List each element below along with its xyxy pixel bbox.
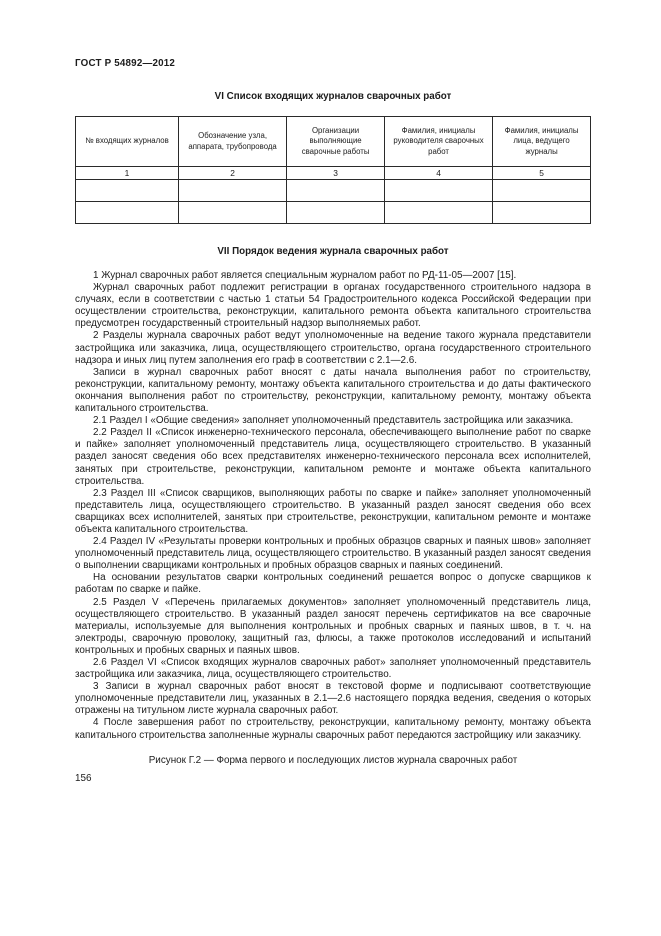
paragraph: 2.2 Раздел II «Список инженерно-технического персонала, обеспечивающего выполнение работ по сварке и пайке» заполняет уполномоченный представитель лица, осуществляющего строительство. В указанный раздел заносят сведения обо всех представителях инженерно-технического персонала всех исполнителей, занятых при строительстве, реконструкции, капитальном ремонте и монтаже объекта капитального строительства. [75,427,591,487]
column-number-row [76,167,591,180]
paragraph: 2.4 Раздел IV «Результаты проверки контрольных и пробных образцов сварных и паяных швов» заполняет уполномоченный представитель лица, осуществляющего строительство. В указанный раздел заносят сведения о выполнении сварщиками контрольных и пробных образцов сварных и паяных соединений. [75,536,591,572]
column-number-cell: 5 [493,167,591,180]
column-number-cell: 2 [179,167,287,180]
empty-cell [179,180,287,202]
page-content [75,58,591,784]
empty-cell [179,202,287,224]
table-header-cell: Организации выполняющие сварочные работы [287,117,385,167]
table-empty-row [76,202,591,224]
table-header-cell: Обозначение узла, аппарата, трубопровода [179,117,287,167]
paragraph: 3 Записи в журнал сварочных работ вносят в текстовой форме и подписывают соответствующие уполномоченные представители лиц, указанных в 2.1—2.6 настоящего порядка ведения, сведения о которых отражены на титульном листе журнала сварочных работ. [75,681,591,717]
table-empty-row [76,180,591,202]
figure-caption: Рисунок Г.2 — Форма первого и последующих листов журнала сварочных работ [148,754,518,766]
paragraph: Записи в журнал сварочных работ вносят с даты начала выполнения работ по строительству, реконструкции, капитальному ремонту, монтажу объекта капитального строительства и до даты фактического окончания выполнения работ по строительству, реконструкции, капитальному ремонту, монтажу объекта капитального строительства. [75,366,591,415]
column-number-cell: 3 [287,167,385,180]
page-number: 156 [75,772,92,784]
paragraph: 2.1 Раздел I «Общие сведения» заполняет уполномоченный представитель застройщика или заказчика. [93,415,574,427]
paragraph: 2.3 Раздел III «Список сварщиков, выполняющих работы по сварке и пайке» заполняет уполномоченный представитель лица, осуществляющего строительство. В указанный раздел заносят сведения обо всех сварщиках всех исполнителей, занятых при строительстве, реконструкции, капитальном ремонте и монтаже объекта капитального строительства. [75,487,591,535]
empty-cell [287,180,385,202]
paragraph: 2.5 Раздел V «Перечень прилагаемых документов» заполняет уполномоченный представитель лица, осуществляющего строительство. В указанный раздел заносят перечень сертификатов на все сварочные материалы, используемые для выполнения контрольных и пробных сварных и паяных швов, в т. ч. на электроды, сварочную проволоку, защитный газ, флюсы, а также протоколов исследований и испытаний контрольных и пробных сварных и паяных швов. [75,596,591,656]
paragraph: 4 После завершения работ по строительству, реконструкции, капитальному ремонту, монтажу объекта капитального строительства заполненные журналы сварочных работ передаются застройщику или заказчику. [75,717,591,741]
standard-number: ГОСТ Р 54892—2012 [75,58,176,69]
column-number-cell: 4 [384,167,492,180]
section-vii-body [75,270,591,742]
empty-cell [493,202,591,224]
column-number-cell: 1 [76,167,179,180]
table-header-cell: Фамилия, инициалы лица, ведущего журналы [493,117,591,167]
empty-cell [76,180,179,202]
empty-cell [493,180,591,202]
empty-cell [287,202,385,224]
paragraph: 2 Разделы журнала сварочных работ ведут уполномоченные на ведение такого журнала представители застройщика или заказчика, лица, осуществляющего строительство, органа государственного строительного надзора и иных лиц путем заполнения его граф в соответствии с 2.1—2.6. [75,330,591,366]
empty-cell [384,180,492,202]
paragraph: На основании результатов сварки контрольных соединений решается вопрос о допуске сварщиков к работам по сварке и пайке. [75,572,591,596]
empty-cell [384,202,492,224]
section-vii-title: VII Порядок ведения журнала сварочных работ [217,246,449,257]
section-vi-title: VI Список входящих журналов сварочных работ [214,91,452,102]
incoming-journals-table [75,116,591,224]
table-header-cell: № входящих журналов [76,117,179,167]
paragraph: Журнал сварочных работ подлежит регистрации в органах государственного строительного надзора в случаях, если в соответствии с частью 1 статьи 54 Градостроительного кодекса Российской Федерации при осуществлении строительства, реконструкции, капитального ремонта объекта капитального строительства предусмотрен государственный строительный надзор выполняемых работ. [75,282,591,330]
table-header-cell: Фамилия, инициалы руководителя сварочных работ [384,117,492,167]
table-header-row [76,117,591,167]
paragraph: 2.6 Раздел VI «Список входящих журналов сварочных работ» заполняет уполномоченный представитель застройщика или заказчика, лица, осуществляющего строительство. [75,657,591,681]
paragraph: 1 Журнал сварочных работ является специальным журналом работ по РД-11-05—2007 [15]. [93,270,517,281]
empty-cell [76,202,179,224]
